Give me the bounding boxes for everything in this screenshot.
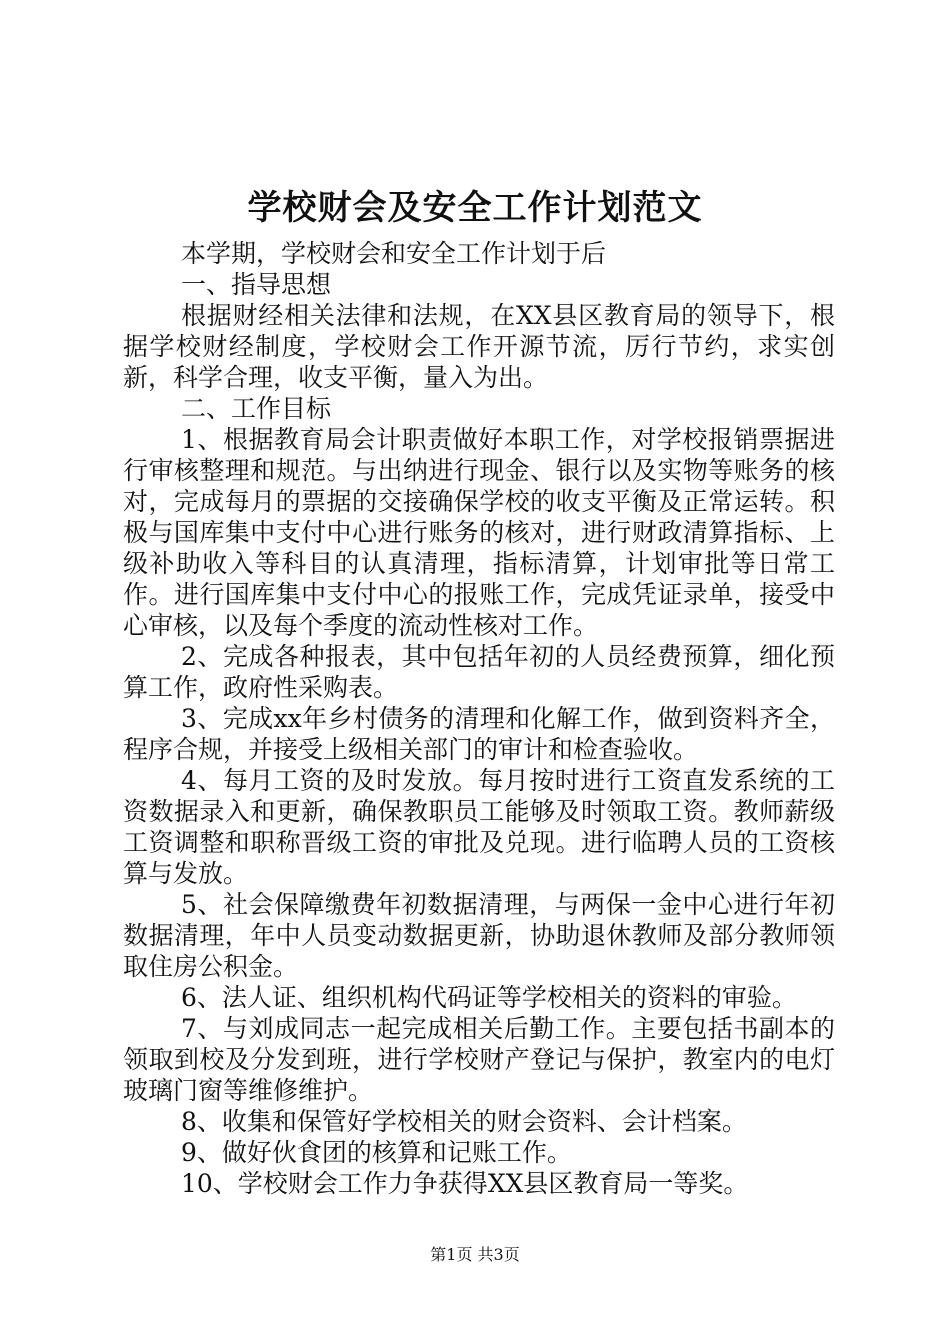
- paragraph-goal-9: 9、做好伙食团的核算和记账工作。: [181, 1138, 572, 1167]
- page-footer: 第1页 共3页: [430, 1245, 520, 1264]
- paragraph-goal-2: 2、完成各种报表，其中包括年初的人员经费预算，细化预算工作，政府性采购表。: [123, 642, 835, 702]
- heading-guiding-ideology: 一、指导思想: [181, 270, 332, 299]
- paragraph-goal-3: 3、完成xx年乡村债务的清理和化解工作，做到资料齐全，程序合规，并接受上级相关部门的审计和检查验收。: [123, 704, 835, 764]
- paragraph-intro: 本学期，学校财会和安全工作计划于后: [181, 239, 607, 268]
- paragraph-goal-8: 8、收集和保管好学校相关的财会资料、会计档案。: [181, 1107, 747, 1136]
- paragraph-goal-6: 6、法人证、组织机构代码证等学校相关的资料的审验。: [181, 983, 797, 1012]
- document-title: 学校财会及安全工作计划范文: [247, 188, 703, 228]
- paragraph-goal-7: 7、与刘成同志一起完成相关后勤工作。主要包括书副本的领取到校及分发到班，进行学校财产登记与保护，教室内的电灯玻璃门窗等维修维护。: [123, 1014, 835, 1105]
- heading-work-goals: 二、工作目标: [181, 394, 332, 423]
- paragraph-goal-5: 5、社会保障缴费年初数据清理，与两保一金中心进行年初数据清理，年中人员变动数据更新，协助退休教师及部分教师领取住房公积金。: [123, 890, 835, 981]
- paragraph-goal-1: 1、根据教育局会计职责做好本职工作，对学校报销票据进行审核整理和规范。与出纳进行现金、银行以及实物等账务的核对，完成每月的票据的交接确保学校的收支平衡及正常运转。积极与国库集中支付中心进行账务的核对，进行财政清算指标、上级补助收入等科目的认真清理，指标清算，计划审批等日常工作。进行国库集中支付中心的报账工作，完成凭证录单，接受中心审核，以及每个季度的流动性核对工作。: [123, 425, 835, 640]
- paragraph-guiding-ideology: 根据财经相关法律和法规，在XX县区教育局的领导下，根据学校财经制度，学校财会工作开源节流，厉行节约，求实创新，科学合理，收支平衡，量入为出。: [123, 301, 835, 392]
- document-body: [123, 238, 835, 1199]
- paragraph-goal-4: 4、每月工资的及时发放。每月按时进行工资直发系统的工资数据录入和更新，确保教职员工能够及时领取工资。教师薪级工资调整和职称晋级工资的审批及兑现。进行临聘人员的工资核算与发放。: [123, 766, 835, 888]
- paragraph-goal-10: 10、学校财会工作力争获得XX县区教育局一等奖。: [181, 1169, 749, 1198]
